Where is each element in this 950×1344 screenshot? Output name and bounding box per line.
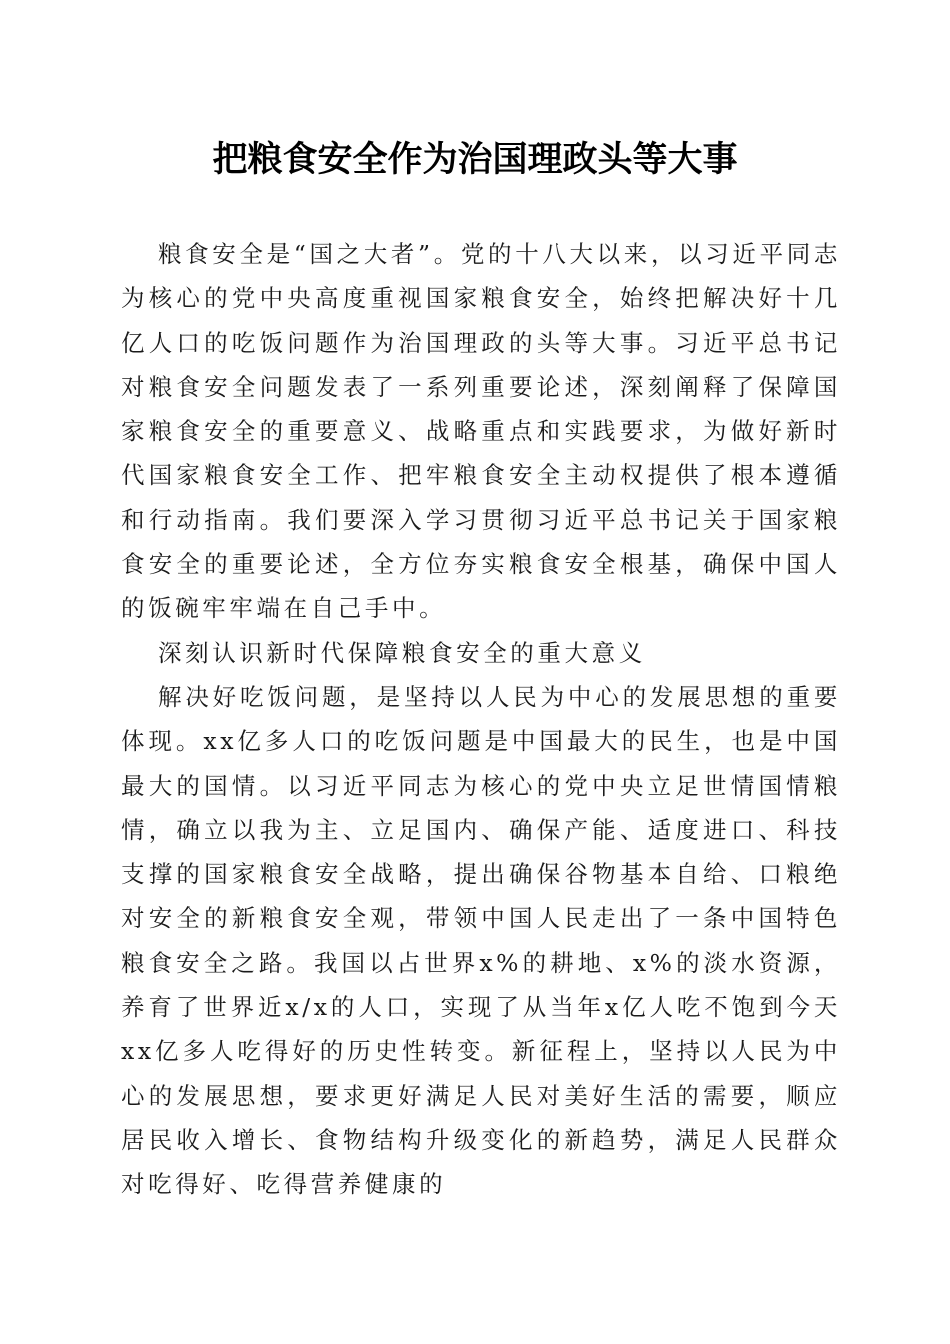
section-heading: 深刻认识新时代保障粮食安全的重大意义 xyxy=(158,638,646,667)
document-title: 把粮食安全作为治国理政头等大事 xyxy=(212,139,738,180)
document-body xyxy=(121,232,841,1207)
paragraph-intro: 粮食安全是“国之大者”。党的十八大以来，以习近平同志为核心的党中央高度重视国家粮食安全，始终把解决好十几亿人口的吃饭问题作为治国理政的头等大事。习近平总书记对粮食安全问题发表了一系列重要论述，深刻阐释了保障国家粮食安全的重要意义、战略重点和实践要求，为做好新时代国家粮食安全工作、把牢粮食安全主动权提供了根本遵循和行动指南。我们要深入学习贯彻习近平总书记关于国家粮食安全的重要论述，全方位夯实粮食安全根基，确保中国人的饭碗牢牢端在自己手中。 xyxy=(121,240,841,623)
paragraph-significance: 解决好吃饭问题，是坚持以人民为中心的发展思想的重要体现。xx亿多人口的吃饭问题是中国最大的民生，也是中国最大的国情。以习近平同志为核心的党中央立足世情国情粮情，确立以我为主、立足国内、确保产能、适度进口、科技支撑的国家粮食安全战略，提出确保谷物基本自给、口粮绝对安全的新粮食安全观，带领中国人民走出了一条中国特色粮食安全之路。我国以占世界x%的耕地、x%的淡水资源，养育了世界近x/x的人口，实现了从当年x亿人吃不饱到今天xx亿多人吃得好的历史性转变。新征程上，坚持以人民为中心的发展思想，要求更好满足人民对美好生活的需要，顺应居民收入增长、食物结构升级变化的新趋势，满足人民群众对吃得好、吃得营养健康的 xyxy=(121,682,841,1199)
